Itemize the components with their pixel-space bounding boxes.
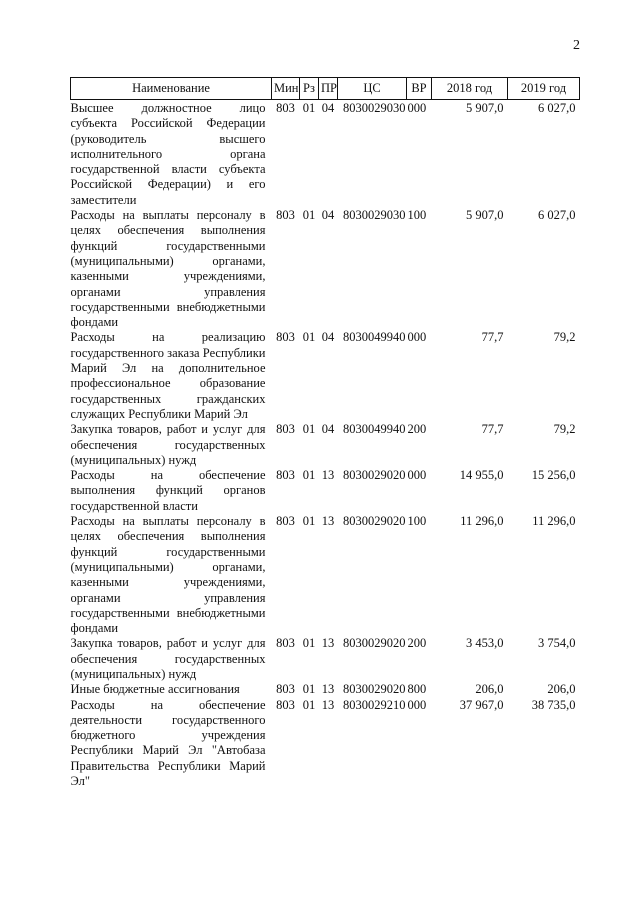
row-2019: 79,2 bbox=[553, 330, 576, 345]
row-min: 803 bbox=[276, 468, 295, 483]
row-name: Закупка товаров, работ и услуг для обеспечения государственных (муниципальных) нужд bbox=[70, 636, 266, 681]
header-vr: ВР bbox=[407, 78, 432, 100]
row-name: Закупка товаров, работ и услуг для обеспечения государственных (муниципальных) нужд bbox=[70, 422, 266, 467]
row-rz: 01 bbox=[302, 636, 316, 651]
row-2018: 77,7 bbox=[481, 422, 504, 437]
row-2019: 6 027,0 bbox=[538, 101, 576, 115]
table-body bbox=[71, 101, 580, 789]
header-name: Наименование bbox=[71, 78, 272, 100]
row-2019: 38 735,0 bbox=[531, 697, 576, 712]
row-min: 803 bbox=[276, 514, 295, 529]
row-min: 803 bbox=[276, 208, 295, 223]
row-rz: 01 bbox=[302, 330, 316, 345]
row-name: Высшее должностное лицо субъекта Российской Федерации (руководитель высшего исполнительного органа государственной власти субъекта Российской Федерации) и его заместители bbox=[70, 101, 266, 207]
row-cs: 8030049940 bbox=[343, 330, 406, 345]
row-2019: 15 256,0 bbox=[531, 468, 576, 483]
row-cs: 8030029210 bbox=[343, 697, 406, 712]
row-2018: 3 453,0 bbox=[466, 636, 504, 651]
row-vr: 000 bbox=[407, 101, 427, 115]
row-name: Иные бюджетные ассигнования bbox=[70, 682, 240, 697]
table-row bbox=[71, 698, 580, 790]
row-rz: 01 bbox=[302, 682, 316, 697]
table-row bbox=[71, 468, 580, 514]
row-pr: 13 bbox=[321, 468, 335, 483]
row-2019: 206,0 bbox=[547, 682, 576, 697]
row-name: Расходы на обеспечение выполнения функций органов государственной власти bbox=[70, 468, 266, 513]
row-pr: 13 bbox=[321, 514, 335, 529]
row-2018: 5 907,0 bbox=[466, 101, 504, 115]
row-vr: 800 bbox=[407, 682, 427, 697]
row-pr: 04 bbox=[321, 101, 335, 115]
row-2019: 79,2 bbox=[553, 422, 576, 437]
row-rz: 01 bbox=[302, 422, 316, 437]
table-row bbox=[71, 682, 580, 697]
row-vr: 200 bbox=[407, 422, 427, 437]
row-min: 803 bbox=[276, 101, 295, 115]
row-name: Расходы на выплаты персоналу в целях обеспечения выполнения функций государственными (муниципальными) органами, казенными учреждениями, органами управления государственными внебюджетными фондами bbox=[70, 514, 266, 636]
header-pr: ПР bbox=[319, 78, 338, 100]
header-cs: ЦС bbox=[338, 78, 407, 100]
row-2018: 11 296,0 bbox=[460, 514, 504, 529]
row-2019: 3 754,0 bbox=[538, 636, 576, 651]
row-cs: 8030029030 bbox=[343, 101, 406, 115]
row-min: 803 bbox=[276, 697, 295, 712]
row-2018: 37 967,0 bbox=[459, 697, 504, 712]
header-2018: 2018 год bbox=[432, 78, 508, 100]
row-cs: 8030029030 bbox=[343, 208, 406, 223]
row-name: Расходы на реализацию государственного заказа Республики Марий Эл на дополнительное профессиональное образование государственных гражданских служащих Республики Марий Эл bbox=[70, 330, 266, 421]
row-pr: 04 bbox=[321, 208, 335, 223]
row-vr: 000 bbox=[407, 697, 427, 712]
row-min: 803 bbox=[276, 330, 295, 345]
row-vr: 200 bbox=[407, 636, 427, 651]
row-cs: 8030029020 bbox=[343, 682, 406, 697]
row-vr: 000 bbox=[407, 468, 427, 483]
page-number: 2 bbox=[573, 38, 580, 53]
row-min: 803 bbox=[276, 636, 295, 651]
header-min: Мин bbox=[272, 78, 300, 100]
row-cs: 8030029020 bbox=[343, 514, 406, 529]
row-vr: 100 bbox=[407, 208, 427, 223]
row-name: Расходы на обеспечение деятельности государственного бюджетного учреждения Республики Марий Эл "Автобаза Правительства Республики Марий Эл" bbox=[70, 697, 266, 789]
table-row bbox=[71, 208, 580, 330]
table-row bbox=[71, 636, 580, 682]
row-cs: 8030029020 bbox=[343, 636, 406, 651]
row-pr: 04 bbox=[321, 422, 335, 437]
row-cs: 8030029020 bbox=[343, 468, 406, 483]
row-pr: 04 bbox=[321, 330, 335, 345]
row-rz: 01 bbox=[302, 101, 316, 115]
row-pr: 13 bbox=[321, 636, 335, 651]
row-rz: 01 bbox=[302, 697, 316, 712]
budget-table bbox=[70, 77, 580, 789]
table-row bbox=[71, 101, 580, 208]
row-pr: 13 bbox=[321, 682, 335, 697]
row-2018: 14 955,0 bbox=[459, 468, 504, 483]
row-vr: 100 bbox=[407, 514, 427, 529]
header-2019: 2019 год bbox=[508, 78, 580, 100]
row-rz: 01 bbox=[302, 468, 316, 483]
row-2018: 77,7 bbox=[481, 330, 504, 345]
row-min: 803 bbox=[276, 682, 295, 697]
row-rz: 01 bbox=[302, 208, 316, 223]
table-row bbox=[71, 514, 580, 636]
row-rz: 01 bbox=[302, 514, 316, 529]
row-pr: 13 bbox=[321, 697, 335, 712]
header-rz: Рз bbox=[300, 78, 319, 100]
row-vr: 000 bbox=[407, 330, 427, 345]
row-name: Расходы на выплаты персоналу в целях обеспечения выполнения функций государственными (муниципальными) органами, казенными учреждениями, органами управления государственными внебюджетными фондами bbox=[70, 208, 266, 330]
row-2018: 206,0 bbox=[475, 682, 504, 697]
table-header bbox=[71, 78, 580, 100]
row-2019: 6 027,0 bbox=[538, 208, 576, 223]
table-row bbox=[71, 330, 580, 422]
row-min: 803 bbox=[276, 422, 295, 437]
row-2019: 11 296,0 bbox=[532, 514, 576, 529]
table-row bbox=[71, 422, 580, 468]
row-cs: 8030049940 bbox=[343, 422, 406, 437]
row-2018: 5 907,0 bbox=[466, 208, 504, 223]
